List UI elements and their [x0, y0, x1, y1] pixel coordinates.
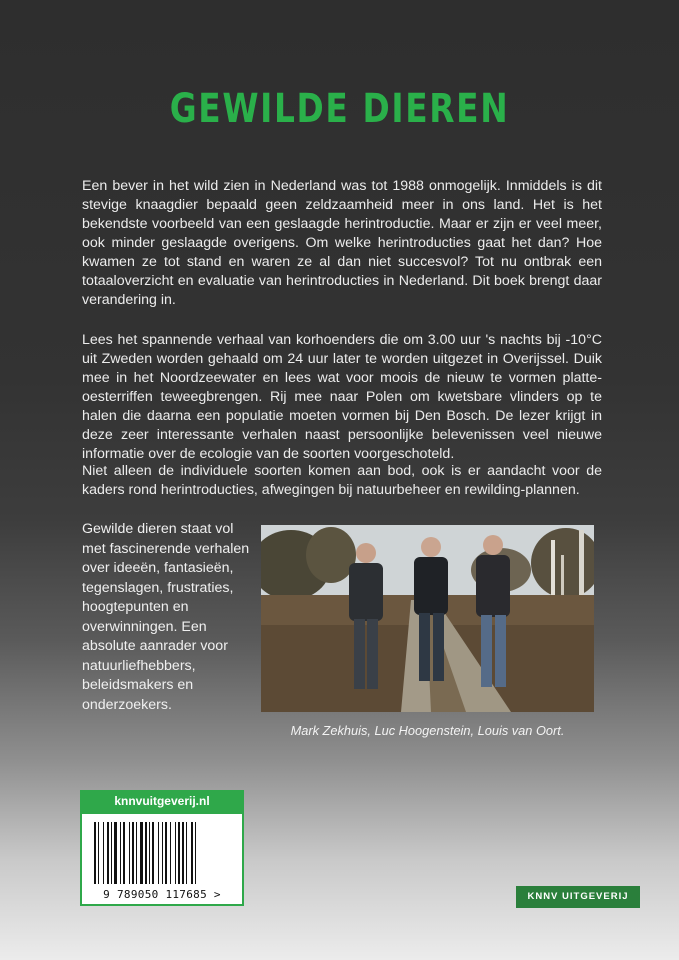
publisher-label: KNNV UITGEVERIJ: [516, 886, 640, 908]
photo-caption: Mark Zekhuis, Luc Hoogenstein, Louis van Oort.: [290, 723, 565, 738]
barcode-bars: [90, 820, 250, 890]
recommendation-text: Gewilde dieren staat vol met fascinerende verhalen over ideeën, fantasieën, tegenslagen, frustraties, hoogtepunten en overwinningen. Een absolute aanrader voor natuurliefhebbers, beleidsmakers en onderzoekers.: [82, 521, 250, 713]
blurb-paragraph-1: Een bever in het wild zien in Nederland was tot 1988 onmogelijk. Inmiddels is dit stevige knaagdier bepaald geen zeldzaamheid meer in ons land. Het is het bekendste voorbeeld van een geslaagde herintroductie. Maar er zijn er veel meer, ook minder geslaagde overigens. Om welke herintroducties gaat het dan? Hoe kwamen ze tot stand en waren ze al dan niet succesvol? Tot nu ontbrak een totaaloverzicht en evaluatie van herintroducties in Nederland. Dit boek brengt daar verandering in.: [82, 178, 602, 308]
isbn-barcode: [80, 812, 244, 906]
book-title: GEWILDE DIEREN: [169, 86, 510, 132]
blurb-paragraph-3: Niet alleen de individuele soorten komen aan bod, ook is er aandacht voor de kaders rond herintroducties, afwegingen bij natuurbeheer en rewilding-plannen.: [82, 463, 602, 498]
blurb-paragraph-2: Lees het spannende verhaal van korhoenders die om 3.00 uur 's nachts bij -10°C uit Zweden worden gehaald om 24 uur later te worden uitgezet in Overijssel. Duik mee in het Noordzeewater en lees wat voor moois de nieuw te vormen platte-oesterriffen teweegbrengen. Rij mee naar Polen om kwetsbare vlinders op te halen die daarna een populatie moeten vormen bij Den Bosch. De lezer krijgt in deze zeer interessante verhalen naast persoonlijke belevenissen veel nieuwe informatie over de ecologie van de soorten voorgeschoteld.: [82, 332, 602, 462]
authors-photo: [261, 525, 594, 712]
isbn-number: 9 789050 117685 >: [103, 888, 221, 901]
website-label: knnvuitgeverij.nl: [80, 790, 244, 812]
